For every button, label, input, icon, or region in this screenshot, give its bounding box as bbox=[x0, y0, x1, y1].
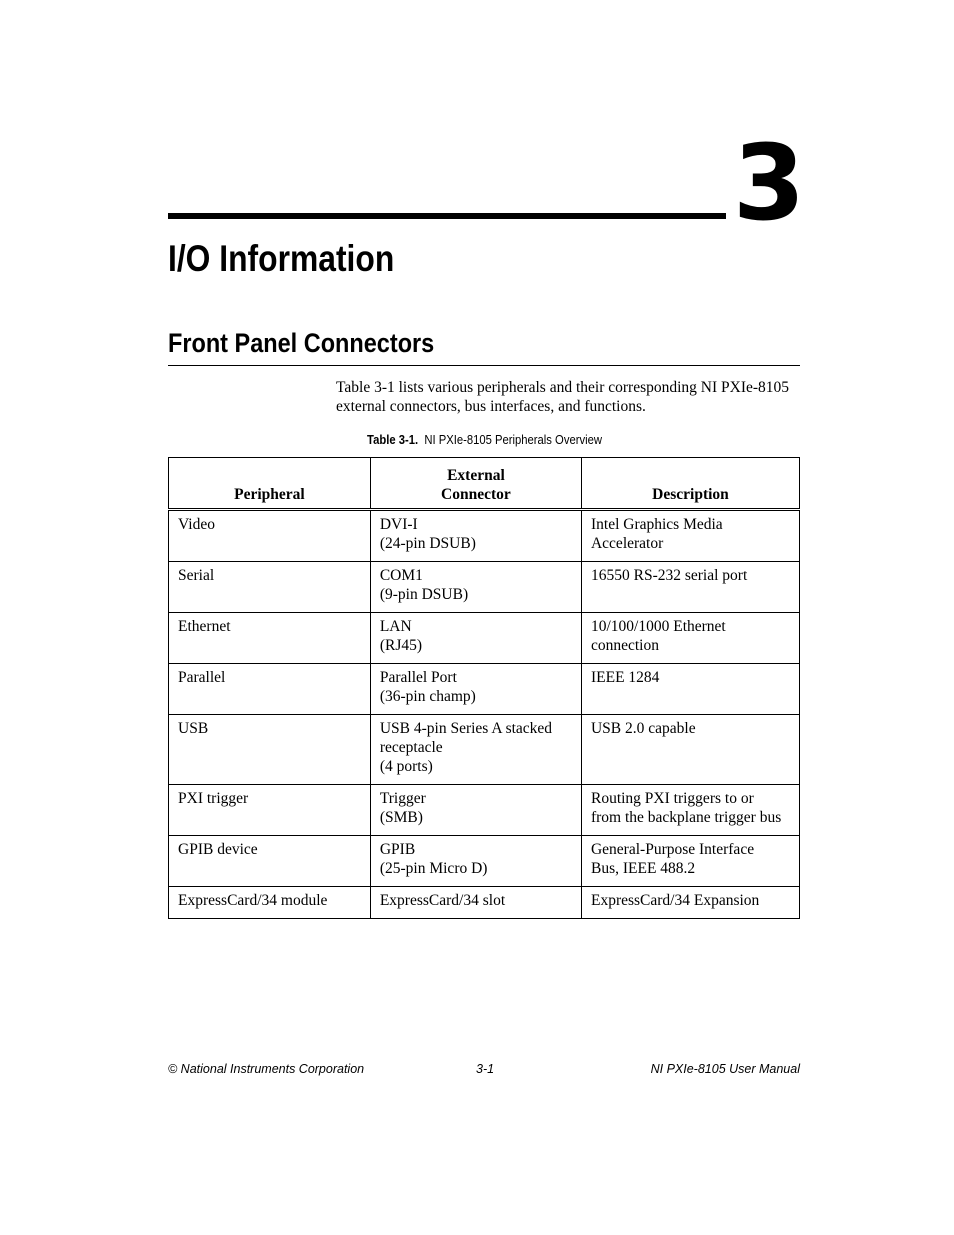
cell-connector-line: (9-pin DSUB) bbox=[379, 586, 469, 603]
cell-connector-line: (36-pin champ) bbox=[379, 688, 476, 705]
table-row bbox=[169, 785, 800, 836]
table-row bbox=[169, 664, 800, 715]
cell-peripheral-line: Parallel bbox=[178, 669, 226, 686]
section-rule bbox=[168, 365, 800, 366]
table-row bbox=[169, 887, 800, 919]
cell-connector-line: (24-pin DSUB) bbox=[379, 535, 476, 552]
footer-manual-title: NI PXIe-8105 User Manual bbox=[650, 1062, 800, 1076]
cell-connector bbox=[370, 887, 581, 919]
header-external-connector bbox=[370, 458, 581, 510]
cell-peripheral-line: Video bbox=[178, 516, 215, 533]
cell-connector-line: USB 4-pin Series A stacked bbox=[379, 720, 553, 737]
cell-connector-line: receptacle bbox=[379, 739, 443, 756]
cell-connector-line: COM1 bbox=[379, 567, 423, 584]
cell-peripheral-line: GPIB device bbox=[178, 841, 258, 858]
table-caption bbox=[168, 431, 800, 449]
cell-peripheral bbox=[169, 715, 371, 785]
cell-connector-line: Parallel Port bbox=[379, 669, 457, 686]
cell-description bbox=[581, 785, 799, 836]
cell-connector bbox=[370, 664, 581, 715]
cell-description bbox=[581, 887, 799, 919]
cell-description-line: General-Purpose Interface bbox=[590, 841, 755, 858]
table-row bbox=[169, 613, 800, 664]
cell-description-line: Bus, IEEE 488.2 bbox=[590, 860, 696, 877]
header-description: Description bbox=[581, 458, 799, 510]
cell-connector-line: Trigger bbox=[379, 790, 426, 807]
cell-connector bbox=[370, 510, 581, 562]
cell-connector bbox=[370, 715, 581, 785]
table-row bbox=[169, 715, 800, 785]
cell-peripheral bbox=[169, 664, 371, 715]
cell-connector-line: (25-pin Micro D) bbox=[379, 860, 488, 877]
header-external-connector-line: External bbox=[447, 467, 505, 484]
table-header-row bbox=[169, 458, 800, 510]
cell-connector-line: (RJ45) bbox=[379, 637, 423, 654]
cell-description-line: from the backplane trigger bus bbox=[590, 809, 782, 826]
cell-peripheral-line: PXI trigger bbox=[178, 790, 249, 807]
cell-connector-line: LAN bbox=[379, 618, 412, 635]
header-peripheral: Peripheral bbox=[169, 458, 371, 510]
cell-connector bbox=[370, 785, 581, 836]
cell-description bbox=[581, 613, 799, 664]
cell-description-line: connection bbox=[590, 637, 659, 654]
cell-description-line: Routing PXI triggers to or bbox=[590, 790, 754, 807]
cell-peripheral bbox=[169, 887, 371, 919]
cell-connector-line: ExpressCard/34 slot bbox=[379, 892, 506, 909]
table-caption-text: NI PXIe-8105 Peripherals Overview bbox=[423, 433, 602, 447]
cell-description bbox=[581, 510, 799, 562]
intro-paragraph: Table 3-1 lists various peripherals and their corresponding NI PXIe-8105 external connectors, bus interfaces, and functions. bbox=[336, 379, 790, 415]
cell-peripheral-line: Ethernet bbox=[178, 618, 231, 635]
section-title: Front Panel Connectors bbox=[168, 328, 435, 358]
chapter-number: 3 bbox=[732, 122, 804, 244]
cell-peripheral bbox=[169, 510, 371, 562]
cell-connector bbox=[370, 562, 581, 613]
cell-description bbox=[581, 715, 799, 785]
table-row bbox=[169, 510, 800, 562]
peripherals-table bbox=[168, 457, 800, 919]
cell-description bbox=[581, 664, 799, 715]
cell-description-line: USB 2.0 capable bbox=[590, 720, 696, 737]
table-row bbox=[169, 836, 800, 887]
footer-page-number: 3-1 bbox=[476, 1062, 495, 1076]
chapter-title: I/O Information bbox=[168, 238, 395, 279]
table-body bbox=[169, 510, 800, 919]
cell-peripheral bbox=[169, 785, 371, 836]
cell-connector-line: DVI-I bbox=[379, 516, 418, 533]
cell-description bbox=[581, 836, 799, 887]
cell-peripheral-line: USB bbox=[178, 720, 209, 737]
cell-connector-line: (4 ports) bbox=[379, 758, 433, 775]
table-row bbox=[169, 562, 800, 613]
cell-peripheral bbox=[169, 562, 371, 613]
cell-connector-line: GPIB bbox=[379, 841, 416, 858]
header-external-connector-line: Connector bbox=[441, 486, 511, 503]
cell-peripheral bbox=[169, 836, 371, 887]
cell-description-line: Accelerator bbox=[590, 535, 664, 552]
cell-description-line: IEEE 1284 bbox=[590, 669, 660, 686]
footer-copyright: © National Instruments Corporation bbox=[168, 1062, 365, 1076]
cell-description-line: 10/100/1000 Ethernet bbox=[590, 618, 726, 635]
cell-connector bbox=[370, 613, 581, 664]
cell-peripheral bbox=[169, 613, 371, 664]
cell-description-line: ExpressCard/34 Expansion bbox=[590, 892, 760, 909]
cell-connector-line: (SMB) bbox=[379, 809, 423, 826]
table-caption-label: Table 3-1. bbox=[366, 433, 418, 447]
cell-description bbox=[581, 562, 799, 613]
cell-connector bbox=[370, 836, 581, 887]
cell-peripheral-line: ExpressCard/34 module bbox=[178, 892, 328, 909]
cell-description-line: Intel Graphics Media bbox=[590, 516, 723, 533]
cell-peripheral-line: Serial bbox=[178, 567, 215, 584]
chapter-rule bbox=[168, 213, 726, 219]
cell-description-line: 16550 RS-232 serial port bbox=[590, 567, 748, 584]
